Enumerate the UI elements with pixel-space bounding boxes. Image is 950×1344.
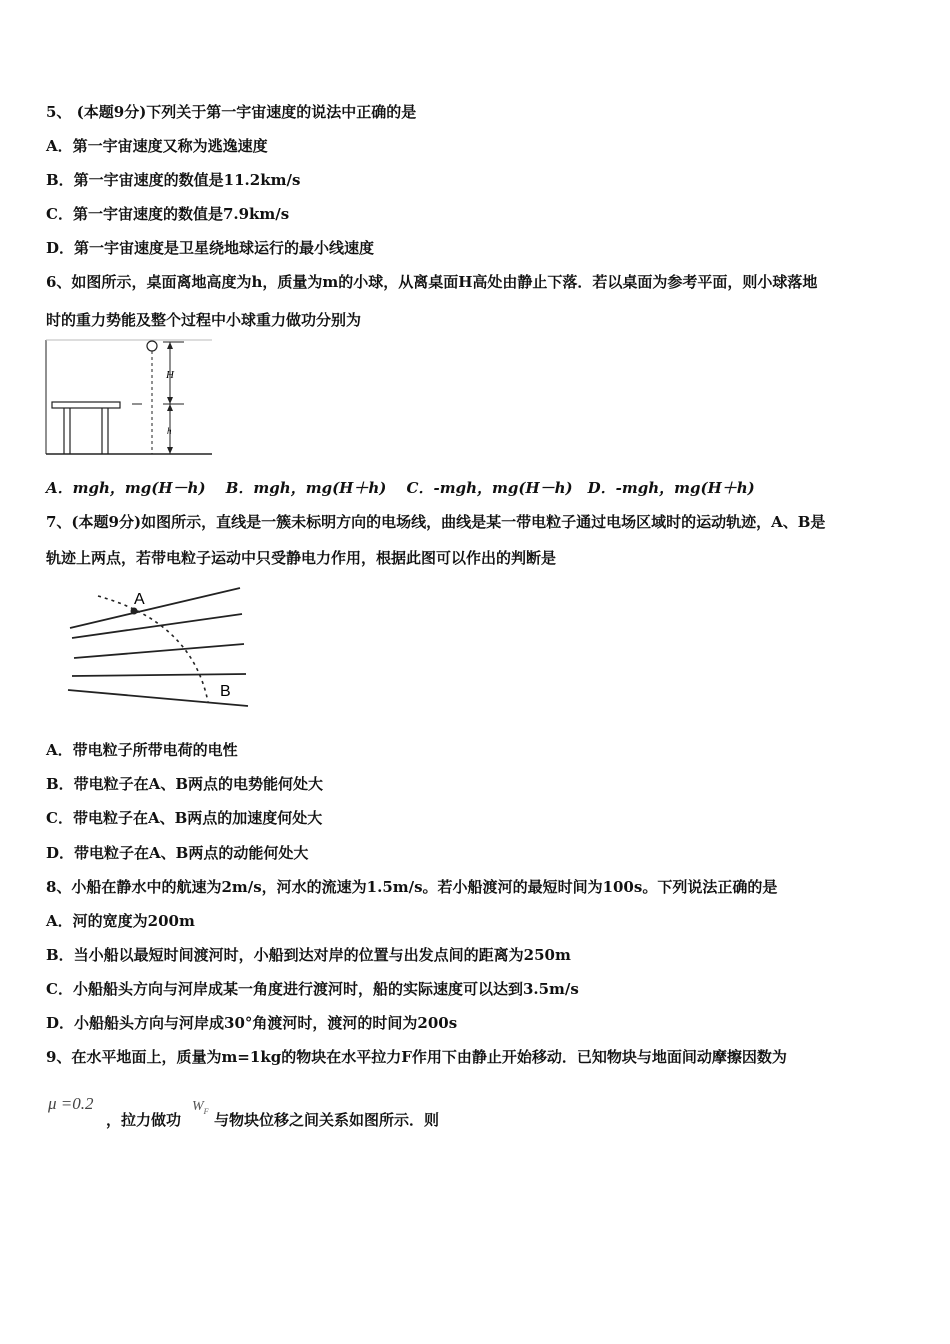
q6-label-h: h <box>167 426 172 436</box>
q9-wf-subscript: F <box>203 1106 209 1116</box>
q7-option-a: A．带电粒子所带电荷的电性 <box>46 741 238 759</box>
q9-wf-letter: W <box>192 1099 204 1114</box>
q7-option-c: C．带电粒子在A、B两点的加速度何处大 <box>46 809 323 827</box>
q5-option-d: D．第一宇宙速度是卫星绕地球运行的最小线速度 <box>46 239 375 257</box>
q8-option-c: C．小船船头方向与河岸成某一角度进行渡河时，船的实际速度可以达到3.5m/s <box>46 980 579 998</box>
q7-option-b: B．带电粒子在A、B两点的电势能何处大 <box>46 775 323 793</box>
q5-option-a: A．第一宇宙速度又称为逃逸速度 <box>46 137 268 155</box>
q6-options: A．mgh，mg(H－h) B．mgh，mg(H＋h) C．-mgh，mg(H－h) D．-mgh，mg(H＋h) <box>46 479 755 497</box>
q6-stem-line2: 时的重力势能及整个过程中小球重力做功分别为 <box>46 311 362 329</box>
q5-option-c: C．第一宇宙速度的数值是7.9km/s <box>46 205 290 223</box>
q6-figure-table-ball <box>44 338 216 458</box>
q9-mu-formula: μ =0.2 <box>48 1094 94 1113</box>
q5-stem: 5、 (本题9分)下列关于第一宇宙速度的说法中正确的是 <box>46 103 417 121</box>
q7-label-B: B <box>220 683 231 700</box>
q8-option-b: B．当小船以最短时间渡河时，小船到达对岸的位置与出发点间的距离为250m <box>46 946 571 964</box>
q9-line2-mid: ，拉力做功 <box>106 1111 182 1129</box>
q7-option-d: D．带电粒子在A、B两点的动能何处大 <box>46 844 309 862</box>
q7-stem-line2: 轨迹上两点，若带电粒子运动中只受静电力作用，根据此图可以作出的判断是 <box>46 549 557 567</box>
q8-option-a: A．河的宽度为200m <box>46 912 195 930</box>
q9-stem-line1: 9、在水平地面上，质量为m=1kg的物块在水平拉力F作用下由静止开始移动．已知物块与地面间动摩擦因数为 <box>46 1048 787 1066</box>
q8-stem: 8、小船在静水中的航速为2m/s，河水的流速为1.5m/s。若小船渡河的最短时间为100s。下列说法正确的是 <box>46 878 778 896</box>
q9-line2-end: 与物块位移之间关系如图所示．则 <box>214 1111 440 1129</box>
q9-wf-symbol <box>192 1097 209 1122</box>
q7-label-A: A <box>134 591 145 608</box>
q6-label-H: H <box>166 369 174 381</box>
q8-option-d: D．小船船头方向与河岸成30°角渡河时，渡河的时间为200s <box>46 1014 458 1032</box>
q7-stem-line1: 7、(本题9分)如图所示，直线是一簇未标明方向的电场线，曲线是某一带电粒子通过电场区域时的运动轨迹，A、B是 <box>46 513 826 531</box>
q6-stem-line1: 6、如图所示，桌面离地高度为h，质量为m的小球，从离桌面H高处由静止下落．若以桌面为参考平面，则小球落地 <box>46 273 818 291</box>
q7-figure-field-lines <box>62 582 254 714</box>
q5-option-b: B．第一宇宙速度的数值是11.2km/s <box>46 171 301 189</box>
